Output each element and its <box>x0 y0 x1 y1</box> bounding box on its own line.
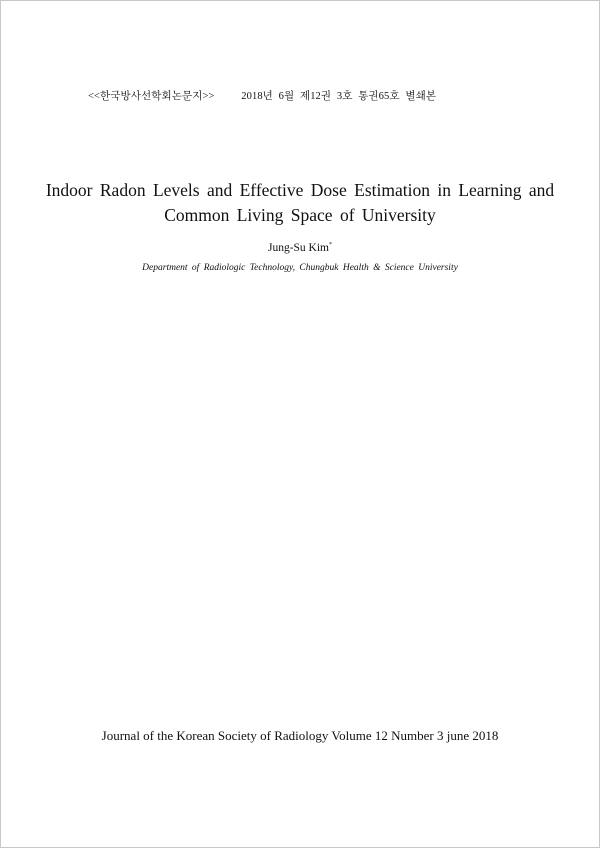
author-affiliation: Department of Radiologic Technology, Chungbuk Health & Science University <box>142 263 458 273</box>
society-name: <<한국방사선학회논문지>> <box>88 91 215 102</box>
reprint-header <box>88 88 436 103</box>
author-line <box>0 242 600 254</box>
author-name: Jung-Su Kim <box>267 242 330 254</box>
journal-citation: Journal of the Korean Society of Radiology Volume 12 Number 3 june 2018 <box>101 728 499 743</box>
corresponding-author-mark: * <box>329 242 333 249</box>
title-block <box>0 178 600 273</box>
issue-info: 2018년 6월 제12권 3호 통권65호 별쇄본 <box>241 91 437 102</box>
paper-title <box>0 178 600 228</box>
title-line-1: Indoor Radon Levels and Effective Dose Estimation in Learning and <box>45 180 555 200</box>
title-line-2: Common Living Space of University <box>164 205 436 225</box>
